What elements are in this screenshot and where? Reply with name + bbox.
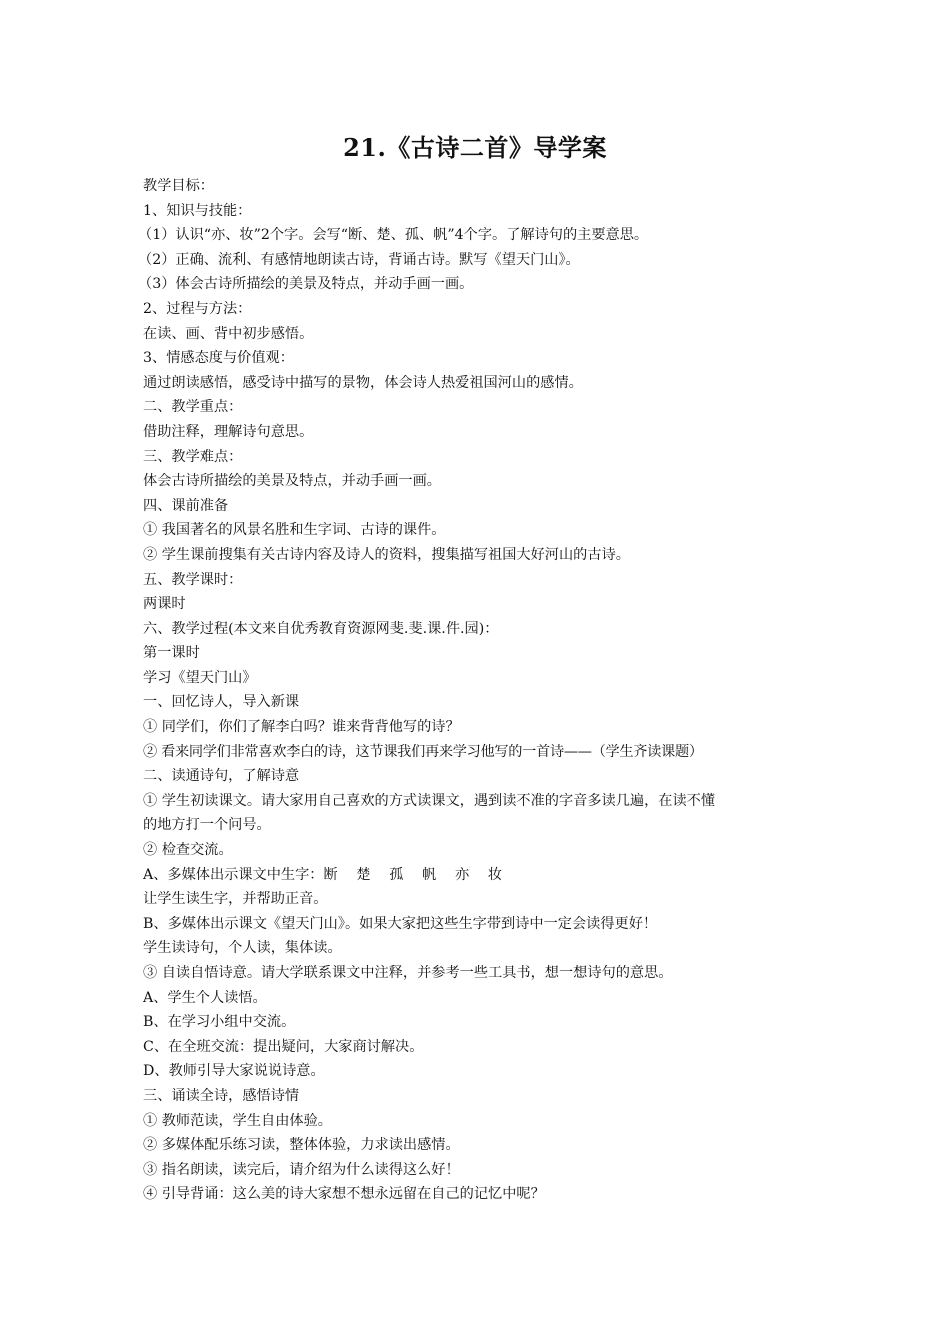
section-heading: 三、教学难点： — [143, 448, 243, 465]
list-item: ② 检查交流。 — [143, 842, 233, 859]
list-item: ③ 指名朗读，读完后，请介绍为什么读得这么好！ — [143, 1161, 460, 1178]
section-heading: 四、课前准备 — [143, 497, 229, 514]
list-item: ① 学生初读课文。请大家用自己喜欢的方式读课文，遇到读不准的字音多读几遍，在读不懂 — [143, 792, 716, 809]
section-heading: 教学目标： — [143, 178, 214, 194]
paragraph: 学习《望天门山》 — [143, 669, 257, 686]
list-item: ② 学生课前搜集有关古诗内容及诗人的资料，搜集描写祖国大好河山的古诗。 — [143, 546, 630, 563]
document-body — [138, 174, 823, 1207]
step-heading: 二、读通诗句，了解诗意 — [143, 768, 300, 785]
section-heading: 二、教学重点： — [143, 399, 243, 416]
document-title: 21.《古诗二首》导学案 — [343, 133, 607, 162]
list-item: ④ 引导背诵：这么美的诗大家想不想永远留在自己的记忆中呢？ — [143, 1186, 545, 1203]
list-item: ① 同学们，你们了解李白吗？谁来背背他写的诗？ — [143, 719, 460, 736]
objective-item: （2）正确、流利、有感情地朗读古诗，背诵古诗。默写《望天门山》。 — [138, 251, 580, 268]
objective-item: （3）体会古诗所描绘的美景及特点，并动手画一画。 — [138, 276, 474, 293]
subsection-heading: 2、过程与方法： — [143, 300, 252, 317]
paragraph: A、学生个人读悟。 — [143, 989, 267, 1006]
step-heading: 三、诵读全诗，感悟诗情 — [143, 1087, 300, 1104]
paragraph: 体会古诗所描绘的美景及特点，并动手画一画。 — [143, 473, 441, 490]
objective-item: （1）认识“亦、妆”2个字。会写“断、楚、孤、帆”4个字。了解诗句的主要意思。 — [138, 227, 649, 244]
paragraph: 两课时 — [143, 596, 186, 613]
subsection-heading: 1、知识与技能： — [143, 202, 252, 219]
section-heading: 五、教学课时： — [143, 571, 243, 588]
paragraph: C、在全班交流：提出疑问，大家商讨解决。 — [143, 1038, 424, 1055]
section-heading: 六、教学过程(本文来自优秀教育资源网斐.斐.课.件.园)： — [143, 620, 499, 637]
paragraph: B、在学习小组中交流。 — [143, 1014, 296, 1031]
paragraph: B、多媒体出示课文《望天门山》。如果大家把这些生字带到诗中一定会读得更好！ — [143, 915, 658, 932]
step-heading: 一、回忆诗人，导入新课 — [143, 694, 300, 711]
paragraph: 在读、画、背中初步感悟。 — [143, 325, 314, 342]
paragraph: A、多媒体出示课文中生字：断 楚 孤 帆 亦 妆 — [143, 866, 503, 883]
subsection-heading: 3、情感态度与价值观： — [143, 350, 294, 367]
list-item-continuation: 的地方打一个问号。 — [143, 817, 271, 834]
list-item: ② 看来同学们非常喜欢李白的诗，这节课我们再来学习他写的一首诗——（学生齐读课题） — [143, 743, 703, 760]
paragraph: 学生读诗句，个人读，集体读。 — [143, 940, 342, 957]
list-item: ① 我国著名的风景名胜和生字词、古诗的课件。 — [143, 522, 446, 539]
paragraph: 借助注释，理解诗句意思。 — [143, 423, 314, 440]
paragraph: 第一课时 — [143, 645, 200, 662]
paragraph: 让学生读生字，并帮助正音。 — [143, 891, 328, 908]
paragraph: D、教师引导大家说说诗意。 — [143, 1063, 325, 1080]
list-item: ② 多媒体配乐练习读，整体体验，力求读出感情。 — [143, 1137, 460, 1154]
paragraph: 通过朗读感悟，感受诗中描写的景物，体会诗人热爱祖国河山的感情。 — [143, 374, 583, 391]
list-item: ③ 自读自悟诗意。请大学联系课文中注释，并参考一些工具书，想一想诗句的意思。 — [143, 965, 673, 981]
list-item: ① 教师范读，学生自由体验。 — [143, 1112, 332, 1129]
